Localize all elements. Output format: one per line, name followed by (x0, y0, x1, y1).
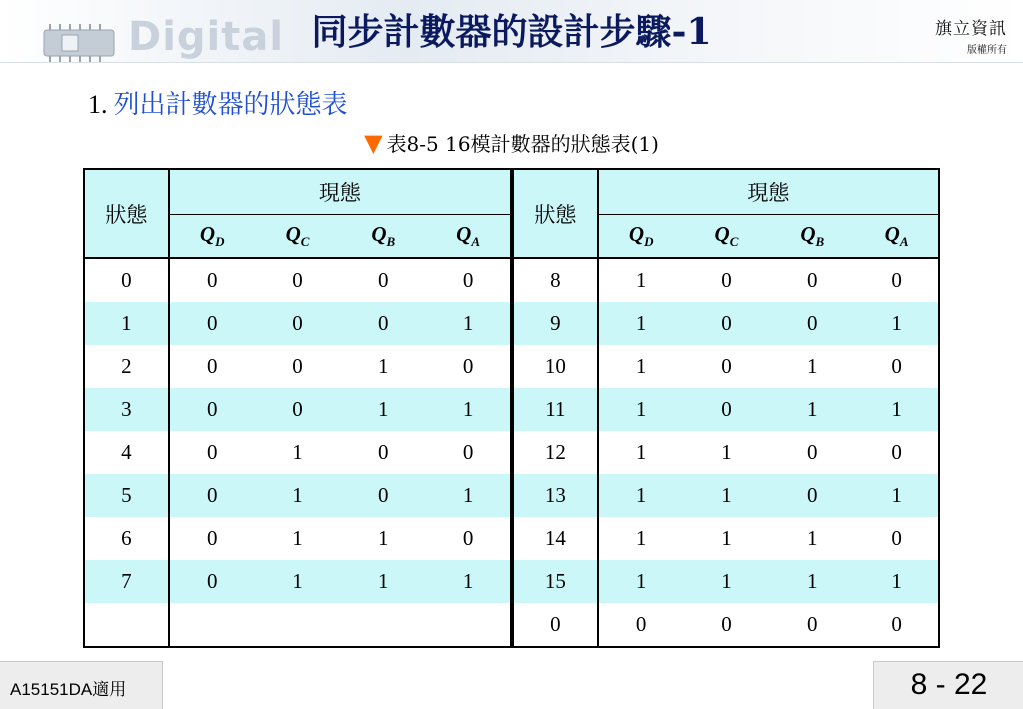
bit-cell (340, 603, 426, 647)
bit-cell (169, 603, 255, 647)
table-row (84, 258, 939, 302)
bit-cell: 0 (255, 302, 341, 345)
col-header-qc: $Q_C$ (255, 215, 341, 259)
bit-cell: 0 (426, 345, 512, 388)
bit-cell: 0 (721, 268, 732, 292)
state-cell (84, 603, 169, 647)
bit-cell: 1 (340, 388, 426, 431)
bit-cell: 0 (769, 474, 855, 517)
footer-book-code (0, 661, 163, 709)
bit-cell: 1 (426, 388, 512, 431)
bit-cell: 0 (807, 268, 818, 292)
state-cell: 0 (84, 258, 169, 302)
bit-cell: 1 (855, 560, 939, 603)
bit-cell: 0 (206, 526, 218, 550)
table-caption (0, 128, 1023, 157)
state-cell: 15 (512, 560, 598, 603)
caption-text: 表8-5 16模計數器的狀態表(1) (386, 132, 659, 156)
step-text: 列出計數器的狀態表 (113, 90, 348, 120)
bit-cell: 1 (426, 474, 512, 517)
bit-cell: 1 (426, 560, 512, 603)
bit-cell: 0 (292, 354, 303, 378)
bit-cell: 1 (255, 560, 341, 603)
bit-cell: 0 (340, 302, 426, 345)
state-cell: 1 (84, 302, 169, 345)
state-cell: 13 (512, 474, 598, 517)
state-cell: 6 (84, 517, 169, 560)
table-row (84, 388, 939, 431)
bit-cell: 0 (206, 268, 218, 292)
bit-cell: 1 (598, 560, 684, 603)
bit-cell: 0 (169, 560, 255, 603)
current-header-left: 現態 (169, 169, 512, 215)
bit-cell: 1 (598, 474, 684, 517)
bit-cell: 1 (635, 354, 647, 378)
header-divider (0, 62, 1023, 63)
copyright-text: 版權所有 (967, 45, 1007, 56)
page-number-text: 8 - 22 (910, 668, 988, 701)
table-row (84, 474, 939, 517)
bit-cell: 0 (378, 268, 389, 292)
state-cell: 12 (512, 431, 598, 474)
bit-cell: 0 (206, 440, 218, 464)
bit-cell: 1 (807, 526, 818, 550)
bit-cell: 1 (807, 354, 818, 378)
table-row (84, 517, 939, 560)
state-cell: 11 (512, 388, 598, 431)
bit-cell: 0 (426, 431, 512, 474)
watermark-text: Digital (128, 14, 285, 60)
state-header-right: 狀態 (512, 169, 598, 258)
state-header-left: 狀態 (84, 169, 169, 258)
col-header-qb: $Q_B$ (769, 215, 855, 259)
bit-cell: 1 (378, 526, 389, 550)
state-cell: 8 (512, 258, 598, 302)
page-title: 同步計數器的設計步驟-1 (311, 11, 712, 53)
book-code-text: A15151DA適用 (10, 680, 127, 699)
col-header-qd: $Q_D$ (169, 215, 255, 259)
col-header-qb: $Q_B$ (340, 215, 426, 259)
bit-cell: 1 (769, 560, 855, 603)
bit-cell: 1 (721, 440, 732, 464)
bit-cell: 0 (426, 517, 512, 560)
state-cell: 4 (84, 431, 169, 474)
state-cell: 7 (84, 560, 169, 603)
bit-cell (426, 603, 512, 647)
state-cell: 3 (84, 388, 169, 431)
footer-page-number (873, 661, 1023, 709)
bit-cell: 0 (769, 302, 855, 345)
table-row (84, 603, 939, 647)
bit-cell: 0 (598, 603, 684, 647)
col-header-qc: $Q_C$ (684, 215, 770, 259)
bit-cell: 0 (855, 431, 939, 474)
bit-cell: 0 (169, 474, 255, 517)
table-row (84, 345, 939, 388)
header-banner (0, 0, 1023, 62)
bit-cell: 1 (855, 302, 939, 345)
bit-cell: 0 (378, 440, 389, 464)
bit-cell: 1 (721, 526, 732, 550)
table-row (84, 560, 939, 603)
bit-cell: 0 (169, 302, 255, 345)
table-row (84, 302, 939, 345)
bit-cell: 1 (378, 354, 389, 378)
bit-cell: 0 (769, 603, 855, 647)
bit-cell: 1 (684, 474, 770, 517)
bit-cell: 0 (426, 258, 512, 302)
bit-cell: 1 (855, 388, 939, 431)
bit-cell: 1 (684, 560, 770, 603)
state-cell: 9 (512, 302, 598, 345)
table-body (84, 258, 939, 647)
state-cell: 10 (512, 345, 598, 388)
bit-cell: 0 (855, 345, 939, 388)
state-cell: 2 (84, 345, 169, 388)
bit-cell: 0 (169, 388, 255, 431)
bit-cell: 0 (684, 603, 770, 647)
brand-name: 旗立資訊 (935, 19, 1007, 39)
bit-cell: 1 (340, 560, 426, 603)
state-table (83, 168, 940, 648)
bit-cell: 1 (292, 526, 303, 550)
col-header-qd: $Q_D$ (598, 215, 684, 259)
state-cell: 0 (512, 603, 598, 647)
current-header-right: 現態 (598, 169, 939, 215)
bit-cell: 1 (855, 474, 939, 517)
bit-cell: 1 (769, 388, 855, 431)
bit-cell: 1 (598, 388, 684, 431)
table-row (84, 431, 939, 474)
bit-cell: 0 (855, 603, 939, 647)
state-cell: 14 (512, 517, 598, 560)
bit-cell: 0 (292, 268, 303, 292)
bit-cell: 1 (426, 302, 512, 345)
state-cell: 5 (84, 474, 169, 517)
bit-cell: 1 (635, 526, 647, 550)
bit-cell: 0 (684, 388, 770, 431)
bit-cell: 1 (598, 302, 684, 345)
col-header-qa: $Q_A$ (855, 215, 939, 259)
bit-cell: 1 (292, 440, 303, 464)
bit-cell: 0 (206, 354, 218, 378)
bit-cell: 1 (635, 268, 647, 292)
brand (935, 14, 1007, 56)
bit-cell: 0 (855, 517, 939, 560)
bit-cell: 0 (855, 258, 939, 302)
bit-cell (255, 603, 341, 647)
triangle-down-icon: ▼ (364, 129, 383, 157)
bit-cell: 0 (684, 302, 770, 345)
bit-cell: 0 (721, 354, 732, 378)
step-number: 1. (88, 90, 108, 119)
bit-cell: 1 (255, 474, 341, 517)
bit-cell: 0 (340, 474, 426, 517)
bit-cell: 1 (635, 440, 647, 464)
col-header-qa: $Q_A$ (426, 215, 512, 259)
step-heading (88, 84, 348, 121)
bit-cell: 0 (255, 388, 341, 431)
bit-cell: 0 (807, 440, 818, 464)
